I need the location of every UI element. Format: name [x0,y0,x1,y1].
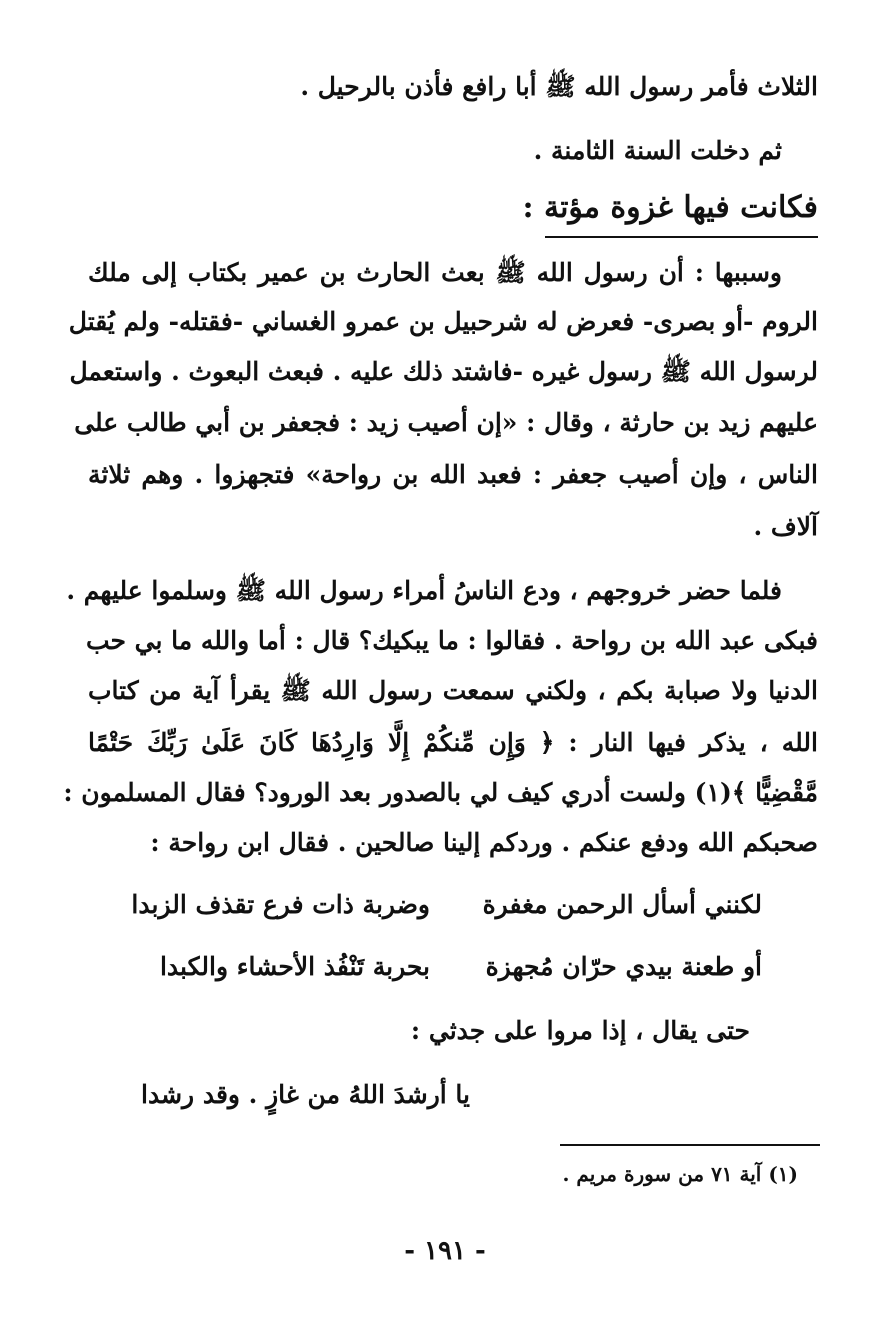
paragraph2-line-1: فلما حضر خروجهم ، ودع الناسُ أمراء رسول الله ﷺ وسلموا عليهم . [66,576,782,605]
paragraph1-line-5: الناس ، وإن أصيب جعفر : فعبد الله بن رواحة» فتجهزوا . وهم ثلاثة [88,460,818,489]
paragraph2-line-2: فبكى عبد الله بن رواحة . فقالوا : ما يبكيك؟ قال : أما والله ما بي حب [85,626,818,655]
poem-line-2-right-hemistich: أو طعنة بيدي حرّان مُجهزة [485,952,762,981]
poem-line-1-left-hemistich: وضربة ذات فرع تقذف الزبدا [131,890,430,919]
paragraph1-line-4: عليهم زيد بن حارثة ، وقال : «إن أصيب زيد : فجعفر بن أبي طالب على [74,408,818,437]
section-heading: فكانت فيها غزوة مؤتة : [522,190,818,225]
paragraph1-line-6: آلاف . [753,512,818,541]
text-line-1: الثلاث فأمر رسول الله ﷺ أبا رافع فأذن بالرحيل . [300,72,818,101]
footnote-separator [560,1144,820,1146]
heading-underline [545,236,818,238]
paragraph2-line-4: الله ، يذكر فيها النار : ﴿ وَإِن مِّنكُمْ إِلَّا وَارِدُهَا كَانَ عَلَىٰ رَبِّكَ حَتْمًا [88,728,818,757]
poem-line-1-right-hemistich: لكنني أسأل الرحمن مغفرة [482,890,762,919]
paragraph2-line-5: مَّقْضِيًّا ﴾(١) ولست أدري كيف لي بالصدور بعد الورود؟ فقال المسلمون : [63,778,818,807]
paragraph2-line-3: الدنيا ولا صبابة بكم ، ولكني سمعت رسول الله ﷺ يقرأ آية من كتاب [88,676,818,705]
poem-intro-line: حتى يقال ، إذا مروا على جدثي : [410,1016,750,1045]
paragraph1-line-3: لرسول الله ﷺ رسول غيره -فاشتد ذلك عليه . فبعث البعوث . واستعمل [69,357,818,386]
paragraph1-line-2: الروم -أو بصرى- فعرض له شرحبيل بن عمرو الغساني -فقتله- ولم يُقتل [68,307,818,336]
page-number: - ١٩١ - [404,1236,486,1266]
text-line-2: ثم دخلت السنة الثامنة . [533,136,782,165]
paragraph2-line-6: صحبكم الله ودفع عنكم . وردكم إلينا صالحين . فقال ابن رواحة : [150,828,818,857]
poem-last-line: يا أرشدَ اللهُ من غازٍ . وقد رشدا [141,1080,470,1109]
paragraph1-line-1: وسببها : أن رسول الله ﷺ بعث الحارث بن عمير بكتاب إلى ملك [88,258,782,287]
footnote: (١) آية ٧١ من سورة مريم . [562,1162,798,1186]
poem-line-2-left-hemistich: بحربة تَنْفُذ الأحشاء والكبدا [159,952,430,981]
